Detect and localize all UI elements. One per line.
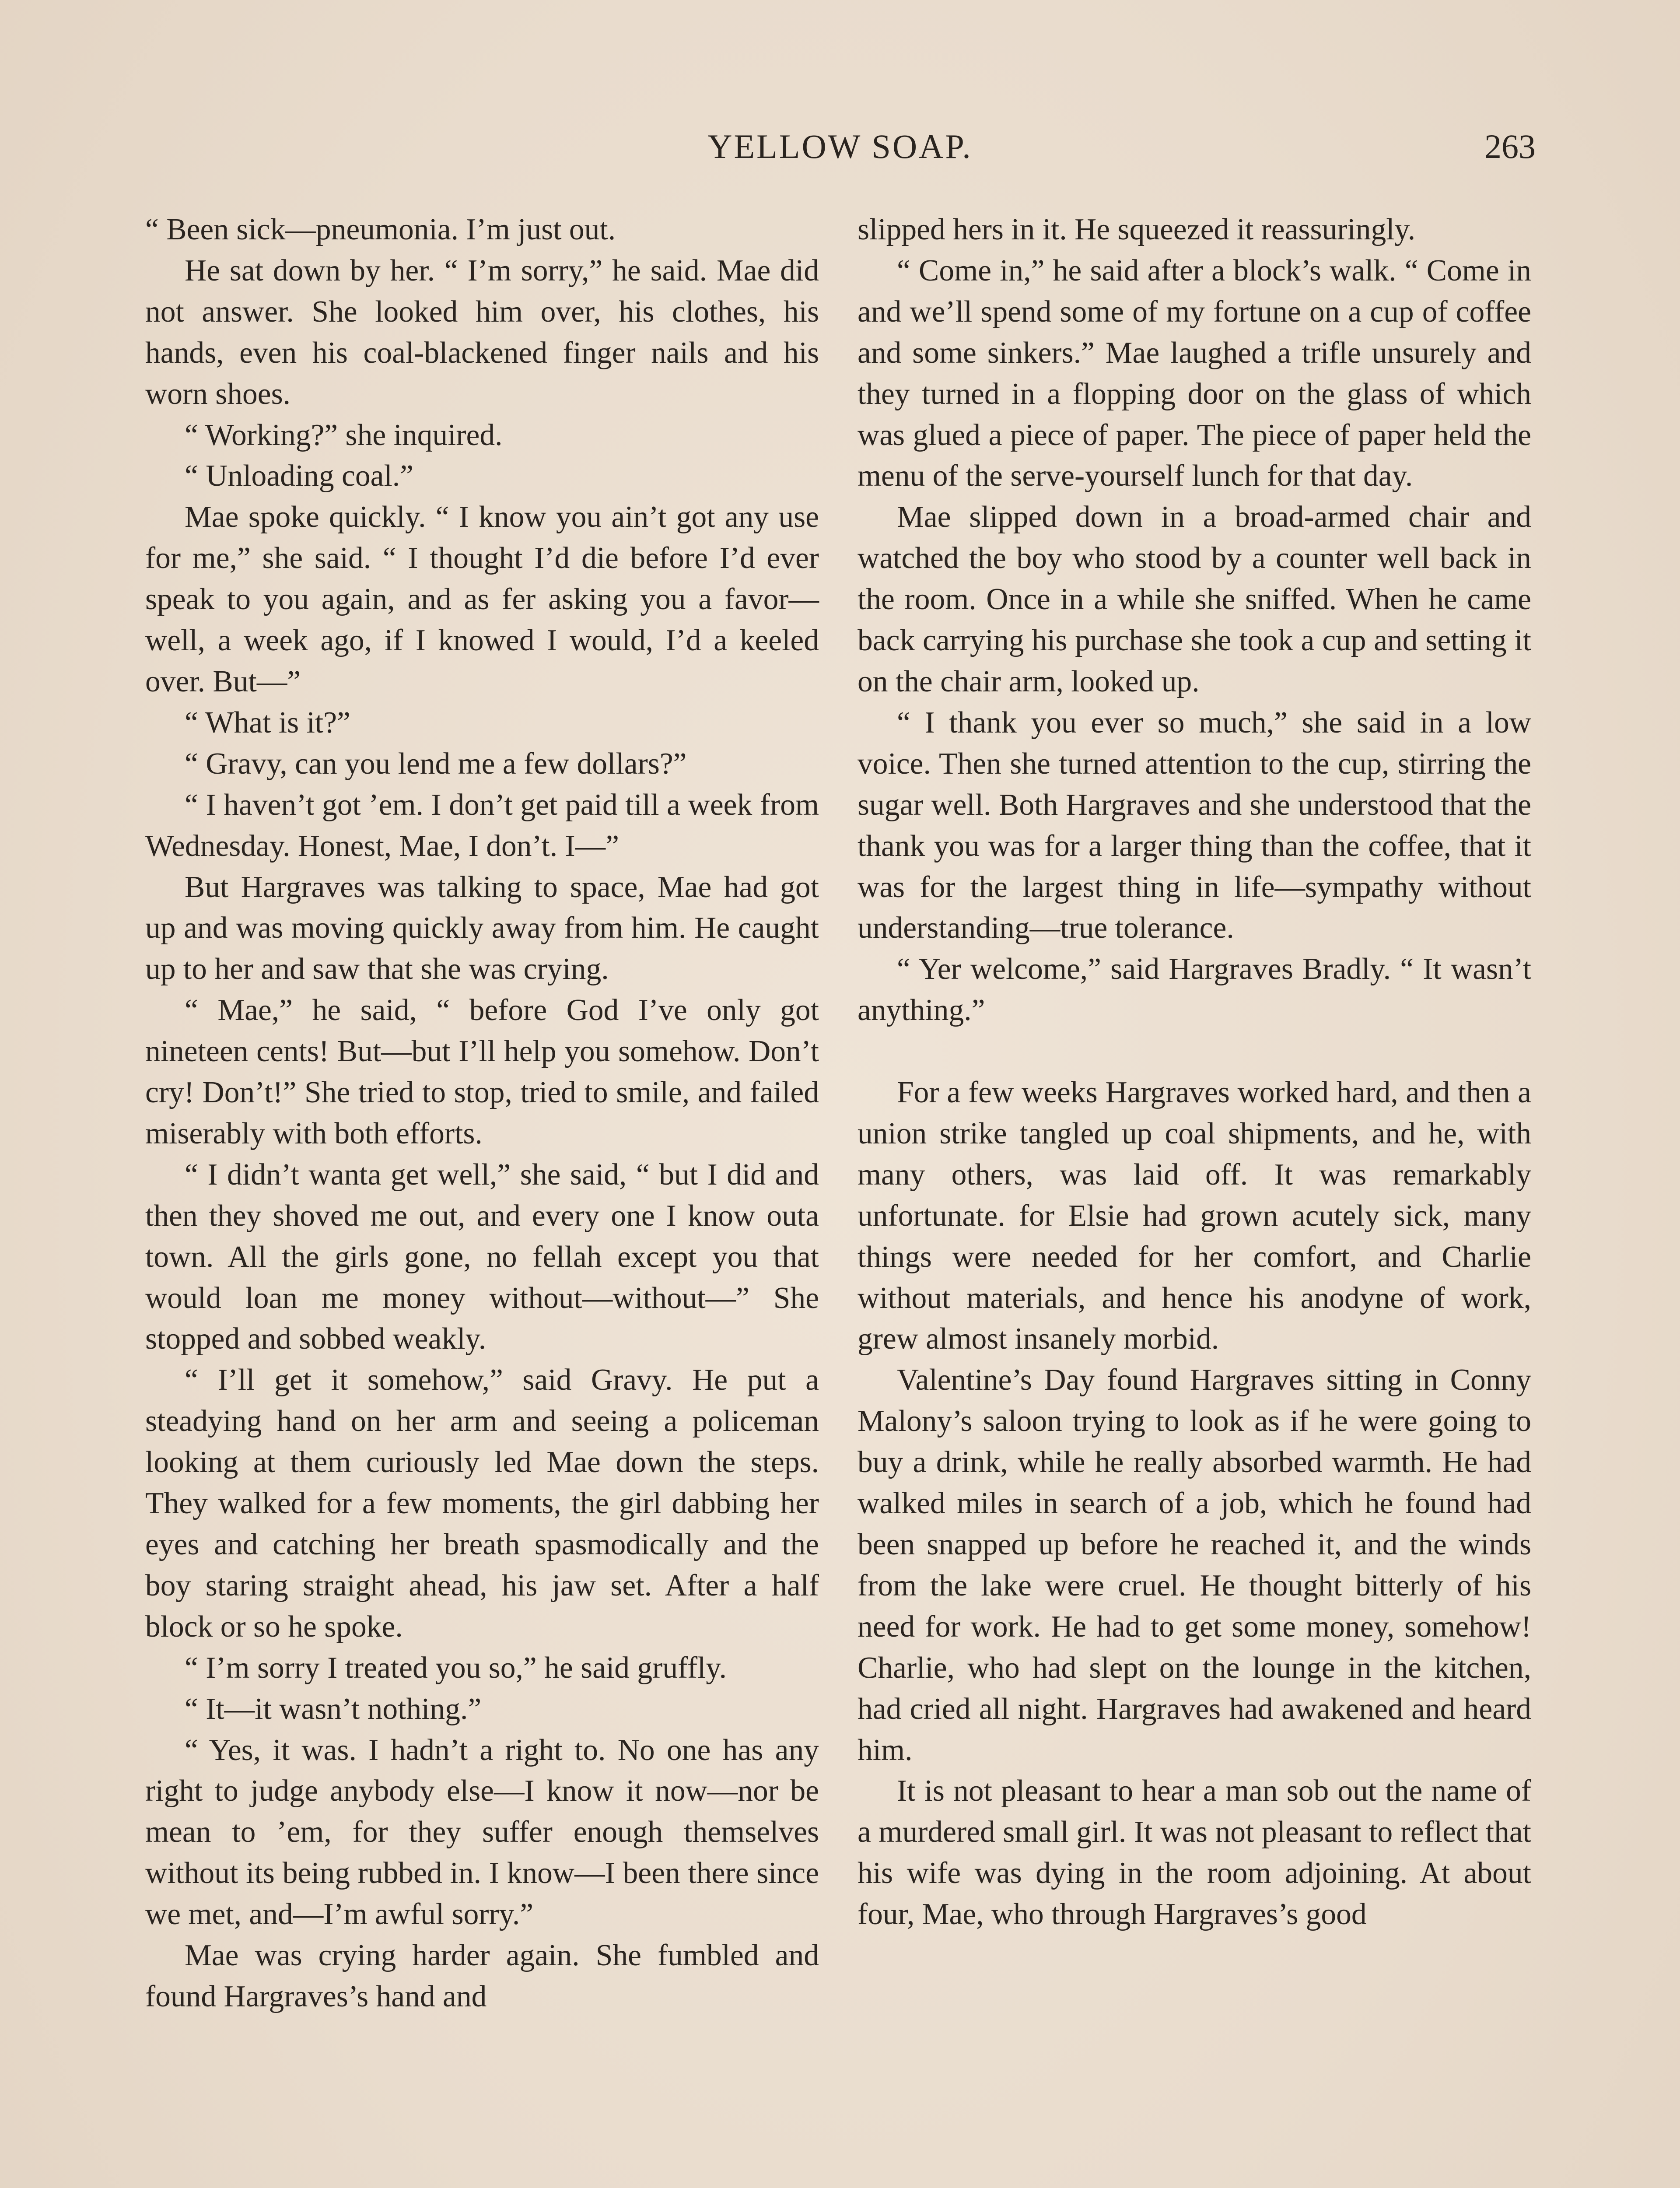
paragraph: “ What is it?” [185, 705, 350, 740]
paragraph: “ Working?” she inquired. [185, 418, 503, 452]
paragraph: “ It—it wasn’t nothing.” [185, 1692, 482, 1726]
paragraph: “ I’m sorry I treated you so,” he said gruffly. [185, 1651, 727, 1685]
paragraph: Mae was crying harder again. She fumbled and found Hargraves’s hand and [145, 1939, 819, 2013]
paragraph: He sat down by her. “ I’m sorry,” he said. Mae did not answer. She looked him over, his clothes, his hands, even his coal-blackened finger nails and his worn shoes. [145, 253, 819, 411]
paragraph: Mae slipped down in a broad-armed chair and watched the boy who stood by a counter well back in the room. Once in a while she sniffed. When he came back carrying his purchase she took a cup and setting it on the chair arm, looked up. [858, 500, 1531, 698]
right-column [858, 209, 1531, 1935]
paragraph: “ Yes, it was. I hadn’t a right to. No one has any right to judge anybody else—I know it now—nor be mean to ’em, for they suffer enough themselves without its being rubbed in. I know—I been there since we met, and—I’m awful sorry.” [145, 1733, 819, 1932]
paragraph: “ I didn’t wanta get well,” she said, “ but I did and then they shoved me out, and every one I know outa town. All the girls gone, no fellah except you that would loan me money without—without—” She stopped and sobbed weakly. [145, 1157, 819, 1356]
page-number: 263 [1484, 127, 1536, 165]
paragraph: “ Gravy, can you lend me a few dollars?” [185, 747, 687, 781]
paragraph: It is not pleasant to hear a man sob out the name of a murdered small girl. It was not pleasant to reflect that his wife was dying in the room adjoining. At about four, Mae, who through Hargraves’s good [858, 1774, 1531, 1932]
paragraph: “ Yer welcome,” said Hargraves Bradly. “ It wasn’t anything.” [858, 952, 1531, 1027]
paragraph: slipped hers in it. He squeezed it reassuringly. [858, 213, 1416, 246]
paragraph: Mae spoke quickly. “ I know you ain’t got any use for me,” she said. “ I thought I’d die before I’d ever speak to you again, and as fer asking you a favor—well, a week ago, if I knowed I would, I’d a keeled over. But—” [145, 500, 819, 698]
paragraph: “ Come in,” he said after a block’s walk. “ Come in and we’ll spend some of my fortune on a cup of coffee and some sinkers.” Mae laughed a trifle unsurely and they turned in a flopping door on the glass of which was glued a piece of paper. The piece of paper held the menu of the serve-yourself lunch for that day. [858, 253, 1531, 493]
paragraph: Valentine’s Day found Hargraves sitting in Conny Malony’s saloon trying to look as if he were going to buy a drink, while he really absorbed warmth. He had walked miles in search of a job, which he found had been snapped up before he reached it, and the winds from the lake were cruel. He thought bitterly of his need for work. He had to get some money, somehow! Charlie, who had slept on the lounge in the kitchen, had cried all night. Hargraves had awakened and heard him. [858, 1363, 1531, 1767]
left-column [145, 209, 819, 2017]
paragraph: “ I haven’t got ’em. I don’t get paid till a week from Wednesday. Honest, Mae, I don’t. I—” [145, 788, 819, 863]
paragraph: “ I thank you ever so much,” she said in a low voice. Then she turned attention to the cup, stirring the sugar well. Both Hargraves and she understood that the thank you was for a larger thing than the coffee, that it was for the largest thing in life—sympathy without understanding—true tolerance. [858, 705, 1531, 945]
paragraph: “ Been sick—pneumonia. I’m just out. [145, 213, 616, 246]
paragraph: “ Mae,” he said, “ before God I’ve only got nineteen cents! But—but I’ll help you somehow. Don’t cry! Don’t!” She tried to stop, tried to smile, and failed miserably with both efforts. [145, 993, 819, 1150]
paragraph: “ I’ll get it somehow,” said Gravy. He put a steadying hand on her arm and seeing a policeman looking at them curiously led Mae down the steps. They walked for a few moments, the girl dabbing her eyes and catching her breath spasmodically and the boy staring straight ahead, his jaw set. After a half block or so he spoke. [145, 1363, 819, 1644]
running-title: YELLOW SOAP. [707, 127, 973, 165]
paragraph: For a few weeks Hargraves worked hard, and then a union strike tangled up coal shipments, and he, with many others, was laid off. It was remarkably unfortunate. for Elsie had grown acutely sick, many things were needed for her comfort, and Charlie without materials, and hence his anodyne of work, grew almost insanely morbid. [858, 1076, 1531, 1356]
paragraph: “ Unloading coal.” [185, 459, 413, 493]
page-header [144, 127, 1536, 188]
paragraph: But Hargraves was talking to space, Mae had got up and was moving quickly away from him. He caught up to her and saw that she was crying. [145, 870, 819, 986]
